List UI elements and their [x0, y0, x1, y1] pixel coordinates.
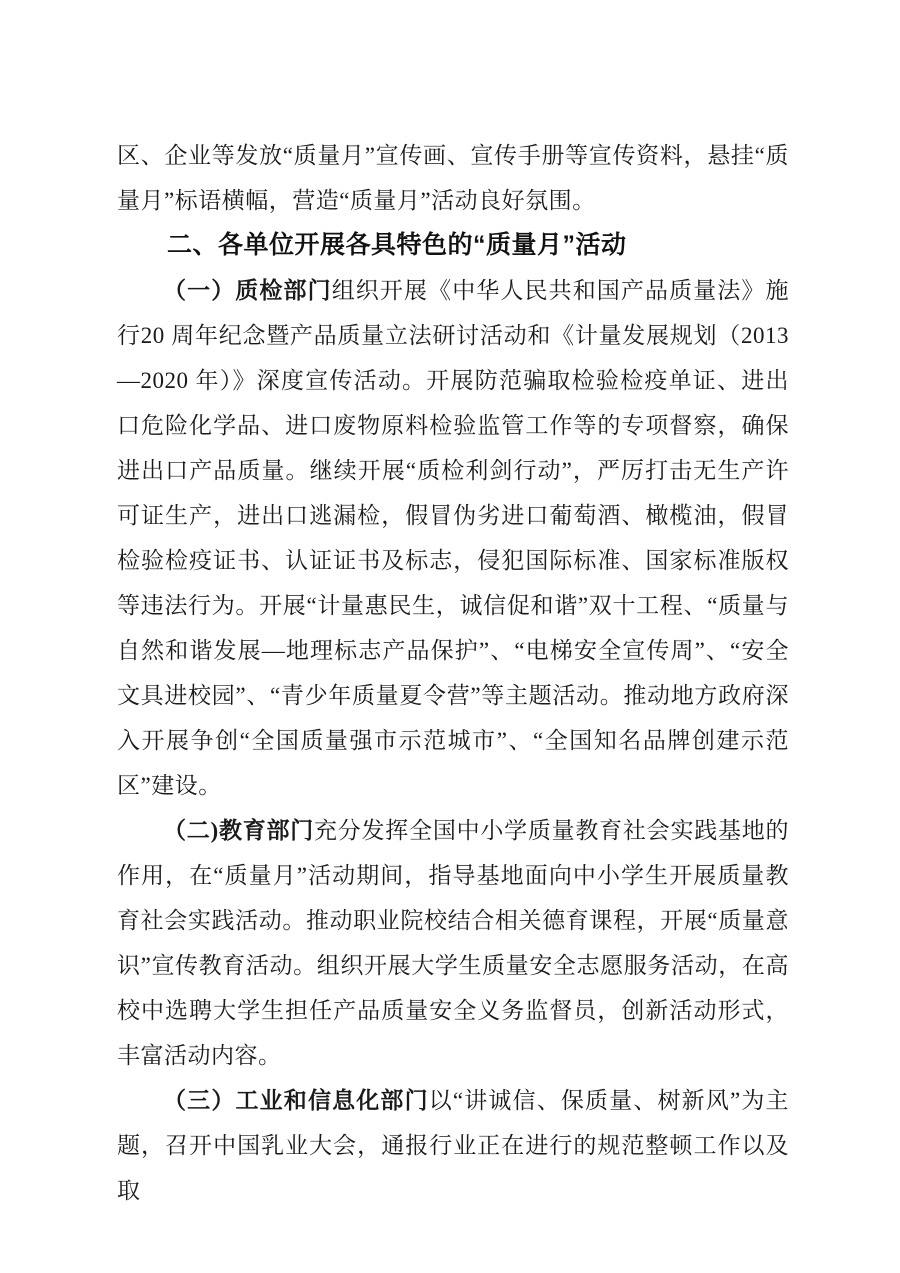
- paragraph-education-lead: （二)教育部门: [163, 818, 314, 843]
- paragraph-industry-it-text: 以“讲诚信、保质量、树新风”为主题，召开中国乳业大会，通报行业正在进行的规范整顿工作以及取: [117, 1088, 790, 1203]
- paragraph-quality-inspection: [117, 268, 789, 808]
- paragraph-education: [117, 808, 789, 1078]
- document-body: [117, 133, 789, 1213]
- section-heading: 二、各单位开展各具特色的“质量月”活动: [167, 231, 627, 259]
- paragraph-industry-it-lead: （三）工业和信息化部门: [163, 1088, 429, 1113]
- paragraph-continuation: 区、企业等发放“质量月”宣传画、宣传手册等宣传资料，悬挂“质量月”标语横幅，营造“质量月”活动良好氛围。: [117, 143, 789, 213]
- paragraph-education-text: 充分发挥全国中小学质量教育社会实践基地的作用，在“质量月”活动期间，指导基地面向中小学生开展质量教育社会实践活动。推动职业院校结合相关德育课程，开展“质量意识”宣传教育活动。组织开展大学生质量安全志愿服务活动，在高校中选聘大学生担任产品质量安全义务监督员，创新活动形式，丰富活动内容。: [117, 818, 789, 1068]
- paragraph-quality-inspection-lead: （一）质检部门: [163, 278, 332, 303]
- paragraph-industry-it: [117, 1078, 789, 1213]
- paragraph-quality-inspection-text: 组织开展《中华人民共和国产品质量法》施行20 周年纪念暨产品质量立法研讨活动和《计量发展规划（2013—2020 年）》深度宣传活动。开展防范骗取检验检疫单证、进出口危险化学品、进口废物原料检验监管工作等的专项督察，确保进出口产品质量。继续开展“质检利剑行动”，严厉打击无生产许可证生产，进出口逃漏检，假冒伪劣进口葡萄酒、橄榄油，假冒检验检疫证书、认证证书及标志，侵犯国际标准、国家标准版权等违法行为。开展“计量惠民生，诚信促和谐”双十工程、“质量与自然和谐发展—地理标志产品保护”、“电梯安全宣传周”、“安全文具进校园”、“青少年质量夏令营”等主题活动。推动地方政府深入开展争创“全国质量强市示范城市”、“全国知名品牌创建示范区”建设。: [117, 278, 790, 798]
